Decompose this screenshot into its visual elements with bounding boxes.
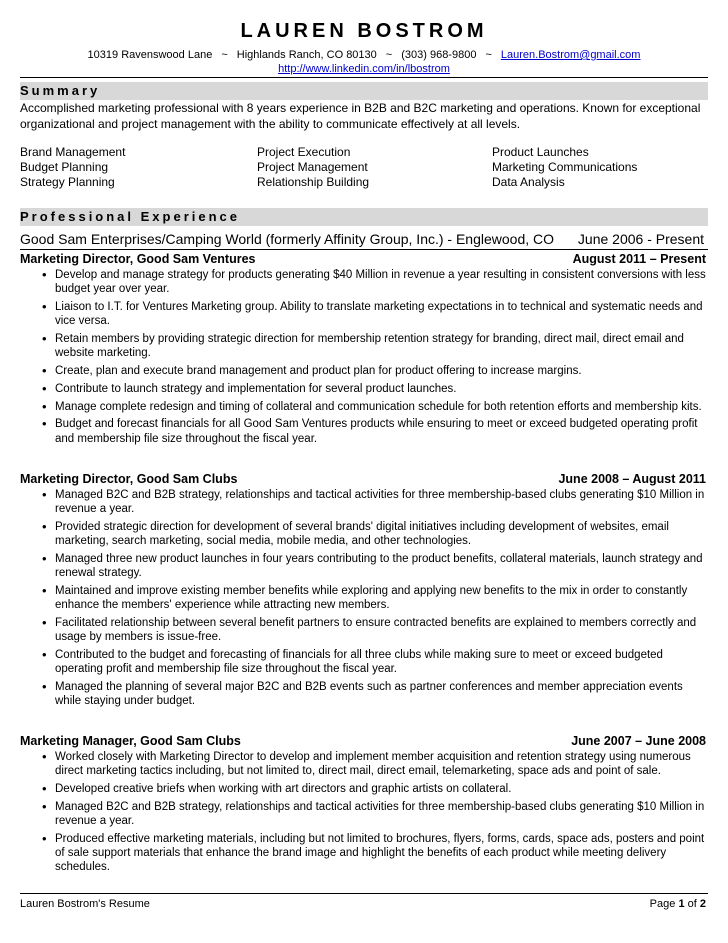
page-label: Page: [649, 898, 676, 910]
skills-column-3: [492, 145, 637, 190]
job-title-line: [20, 472, 708, 487]
job-title-line: [20, 734, 708, 749]
bullet-item: • Managed B2C and B2B strategy, relationships and tactical activities for three membership-based clubs generating $10 Million in revenue a year.: [20, 800, 708, 828]
header-rule: [20, 77, 708, 78]
company-dates: June 2006 - Present: [577, 231, 704, 247]
bullet-item: • Maintained and improve existing member benefits while exploring and applying new benefits to the mix in order to constantly enhance the members' experience while attracting new members.: [20, 584, 708, 612]
skill-item: Brand Management: [20, 145, 126, 159]
job-title: Marketing Director, Good Sam Ventures: [20, 252, 256, 266]
job-bullets: [20, 268, 708, 449]
page-counter: [650, 898, 706, 911]
summary-heading: Summary: [20, 82, 708, 100]
company-rule: [20, 249, 708, 250]
phone: (303) 968-9800: [401, 49, 477, 61]
job-title: Marketing Director, Good Sam Clubs: [20, 472, 238, 486]
company-name: Good Sam Enterprises/Camping World (formerly Affinity Group, Inc.) - Englewood, CO: [20, 231, 555, 247]
bullet-item: • Create, plan and execute brand management and product plan for product offering to increase margins.: [20, 364, 708, 378]
separator: ~: [385, 49, 393, 61]
skills-column-2: [257, 145, 369, 190]
job-dates: June 2008 – August 2011: [558, 472, 706, 486]
page-number: 1: [678, 898, 685, 910]
bullet-item: • Budget and forecast financials for all Good Sam Ventures products while ensuring to meet or exceed budgeted operating profit and membership file size throughout the fiscal year.: [20, 417, 708, 445]
bullet-item: • Contribute to launch strategy and implementation for several product launches.: [20, 382, 708, 396]
skill-item: Marketing Communications: [492, 160, 638, 174]
job-dates: June 2007 – June 2008: [571, 734, 706, 748]
linkedin-link[interactable]: http://www.linkedin.com/in/lbostrom: [278, 63, 450, 75]
bullet-item: • Develop and manage strategy for products generating $40 Million in revenue a year resulting in consistent conversions with less budget year over year.: [20, 268, 708, 296]
skill-item: Data Analysis: [492, 175, 565, 189]
bullet-item: • Facilitated relationship between several benefit partners to ensure contracted benefits are explained to members correctly and usage by members is issue-free.: [20, 616, 708, 644]
email-link[interactable]: Lauren.Bostrom@gmail.com: [500, 49, 641, 61]
job-title: Marketing Manager, Good Sam Clubs: [20, 734, 241, 748]
bullet-item: • Liaison to I.T. for Ventures Marketing group. Ability to translate marketing expectations in to technical and systematic needs and vice versa.: [20, 300, 708, 328]
page-total: 2: [699, 898, 706, 910]
candidate-name: LAUREN BOSTROM: [240, 20, 488, 42]
page-footer: [20, 898, 708, 911]
skill-item: Budget Planning: [20, 160, 109, 174]
contact-line: [0, 49, 728, 62]
skill-item: Product Launches: [492, 145, 589, 159]
bullet-item: • Managed the planning of several major B2C and B2B events such as partner conferences and member appreciation events while staying under budget.: [20, 680, 708, 708]
experience-heading: Professional Experience: [20, 208, 708, 226]
skill-item: Strategy Planning: [20, 175, 115, 189]
job-dates: August 2011 – Present: [572, 252, 706, 266]
bullet-item: • Managed B2C and B2B strategy, relationships and tactical activities for three membership-based clubs generating $10 Million in revenue a year.: [20, 488, 708, 516]
footer-title: Lauren Bostrom's Resume: [20, 898, 150, 910]
bullet-item: • Provided strategic direction for development of several brands' digital initiatives including development of websites, email marketing, search marketing, social media, mobile media, and other technologies.: [20, 520, 708, 548]
city-state-zip: Highlands Ranch, CO 80130: [236, 49, 377, 61]
job-title-line: [20, 252, 708, 267]
bullet-item: • Manage complete redesign and timing of collateral and communication schedule for both retention efforts and membership kits.: [20, 400, 708, 414]
bullet-item: • Managed three new product launches in four years contributing to the product benefits, collateral materials, launch strategy and renewal strategy.: [20, 552, 708, 580]
skill-item: Project Execution: [257, 145, 351, 159]
skill-item: Project Management: [257, 160, 368, 174]
company-line: [20, 231, 708, 248]
bullet-item: • Worked closely with Marketing Director to develop and implement member acquisition and retention strategy using numerous direct marketing tactics including, but not limited to, direct mail, direct email, telemarketing, space ads and point of sale.: [20, 750, 708, 778]
of-label: of: [687, 898, 697, 910]
summary-text: Accomplished marketing professional with 8 years experience in B2B and B2C marketing and operations. Known for exceptional organizational and project management with the ability to communicate effectively at all levels.: [20, 101, 701, 131]
bullet-item: • Produced effective marketing materials, including but not limited to brochures, flyers, forms, cards, space ads, posters and point of sale support materials that enhance the brand image and highlight the benefits of each product while meeting delivery schedules.: [20, 832, 708, 875]
footer-rule: [20, 893, 708, 894]
job-bullets: [20, 488, 708, 712]
job-bullets: [20, 750, 708, 878]
bullet-item: • Contributed to the budget and forecasting of financials for all three clubs while making sure to meet or exceed budgeted operating profit and membership file size throughout the fiscal year.: [20, 648, 708, 676]
skill-item: Relationship Building: [257, 175, 370, 189]
separator: ~: [221, 49, 228, 61]
skills-column-1: [20, 145, 125, 190]
separator: ~: [485, 49, 492, 61]
bullet-item: • Developed creative briefs when working with art directors and graphic artists on collateral.: [20, 782, 708, 796]
address: 10319 Ravenswood Lane: [87, 49, 213, 61]
bullet-item: • Retain members by providing strategic direction for membership retention strategy for branding, direct mail, direct email and website marketing.: [20, 332, 708, 360]
